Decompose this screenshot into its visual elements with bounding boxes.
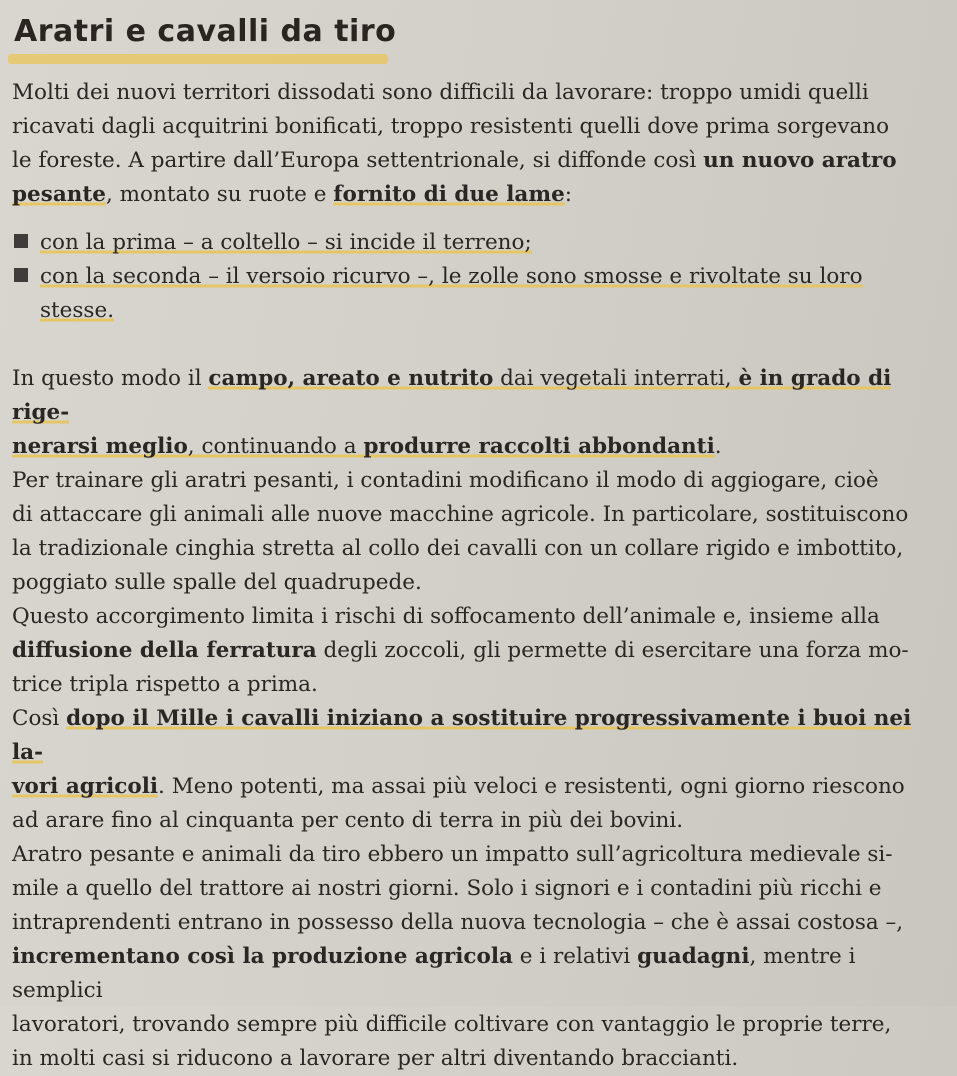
text: Così bbox=[12, 706, 67, 731]
text-line bbox=[12, 668, 942, 702]
bold-text: è in grado di rige- bbox=[12, 366, 892, 425]
text-line bbox=[12, 532, 942, 566]
intro-paragraph bbox=[12, 76, 942, 212]
intro-line bbox=[12, 144, 942, 178]
text: la tradizionale cinghia stretta al collo dei cavalli con un collare rigido e imbottito, bbox=[12, 536, 904, 561]
text-line bbox=[12, 940, 942, 1008]
bold-text: produrre raccolti abbondanti bbox=[363, 434, 715, 459]
bold-text: nerarsi meglio bbox=[12, 434, 188, 459]
intro-text: : bbox=[564, 182, 573, 207]
text: . Meno potenti, ma assai più veloci e resistenti, ogni giorno riescono bbox=[158, 774, 905, 799]
list-item bbox=[12, 260, 942, 294]
list-item-continuation bbox=[12, 294, 942, 328]
text-line bbox=[12, 770, 942, 804]
text: dai vegetali interrati, bbox=[493, 366, 739, 391]
intro-text: Molti dei nuovi territori dissodati sono difficili da lavorare: troppo umidi quelli bbox=[12, 80, 869, 105]
square-bullet-icon bbox=[14, 234, 28, 248]
text-line bbox=[12, 498, 942, 532]
intro-text: ricavati dagli acquitrini bonificati, troppo resistenti quelli dove prima sorgevano bbox=[12, 114, 890, 139]
text-line bbox=[12, 1008, 942, 1042]
text-line bbox=[12, 464, 942, 498]
intro-line bbox=[12, 110, 942, 144]
text-line bbox=[12, 872, 942, 906]
text: , mentre i semplici bbox=[12, 944, 856, 1003]
text: degli zoccoli, gli permette di esercitare una forza mo- bbox=[316, 638, 909, 663]
text-line bbox=[12, 906, 942, 940]
text: . bbox=[714, 434, 722, 459]
bullet-text: con la prima – a coltello – si incide il terreno; bbox=[40, 230, 532, 255]
text-line bbox=[12, 600, 942, 634]
text-line bbox=[12, 634, 942, 668]
text: ad arare fino al cinquanta per cento di terra in più dei bovini. bbox=[12, 808, 684, 833]
bullet-text: con la seconda – il versoio ricurvo –, le zolle sono smosse e rivoltate su loro bbox=[40, 264, 863, 289]
text: Questo accorgimento limita i rischi di soffocamento dell’animale e, insieme alla bbox=[12, 604, 880, 629]
text: mile a quello del trattore ai nostri giorni. Solo i signori e i contadini più ricchi e bbox=[12, 876, 882, 901]
text: In questo modo il bbox=[12, 366, 209, 391]
intro-line bbox=[12, 76, 942, 110]
bold-text: dopo il Mille i cavalli iniziano a sostituire progressivamente i buoi nei la- bbox=[12, 706, 912, 765]
text: poggiato sulle spalle del quadrupede. bbox=[12, 570, 422, 595]
bold-text: incrementano così la produzione agricola bbox=[12, 944, 513, 969]
text: trice tripla rispetto a prima. bbox=[12, 672, 318, 697]
text-line bbox=[12, 702, 942, 770]
text-line bbox=[12, 804, 942, 838]
text: lavoratori, trovando sempre più difficile coltivare con vantaggio le proprie terre, bbox=[12, 1012, 892, 1037]
bold-text: guadagni bbox=[637, 944, 750, 969]
body-text bbox=[12, 362, 942, 1076]
text-line bbox=[12, 1042, 942, 1076]
text: Aratro pesante e animali da tiro ebbero un impatto sull’agricoltura medievale si- bbox=[12, 842, 893, 867]
intro-bold-text: un nuovo aratro bbox=[703, 148, 897, 173]
text: e i relativi bbox=[512, 944, 638, 969]
list-item bbox=[12, 226, 942, 260]
intro-line bbox=[12, 178, 942, 212]
text: in molti casi si riducono a lavorare per altri diventando braccianti. bbox=[12, 1046, 739, 1071]
section-title: Aratri e cavalli da tiro bbox=[14, 14, 397, 49]
bold-text: campo, areato e nutrito bbox=[208, 366, 494, 391]
text: , continuando a bbox=[187, 434, 364, 459]
intro-text: , montato su ruote e bbox=[106, 182, 334, 207]
text-line bbox=[12, 362, 942, 430]
text-line bbox=[12, 430, 942, 464]
bullet-text: stesse. bbox=[40, 298, 115, 323]
intro-bold-text: fornito di due lame bbox=[333, 182, 565, 207]
bold-text: vori agricoli bbox=[12, 774, 159, 799]
square-bullet-icon bbox=[14, 268, 28, 282]
text: intraprendenti entrano in possesso della nuova tecnologia – che è assai costosa –, bbox=[12, 910, 904, 935]
intro-text: le foreste. A partire dall’Europa settentrionale, si diffonde così bbox=[12, 148, 704, 173]
intro-bold-text: pesante bbox=[12, 182, 106, 207]
title-highlight bbox=[8, 54, 388, 64]
text: Per trainare gli aratri pesanti, i contadini modificano il modo di aggiogare, cioè bbox=[12, 468, 879, 493]
text-line bbox=[12, 838, 942, 872]
bullet-list bbox=[12, 226, 942, 328]
text: di attaccare gli animali alle nuove macchine agricole. In particolare, sostituiscono bbox=[12, 502, 909, 527]
bold-text: diffusione della ferratura bbox=[12, 638, 317, 663]
text-line bbox=[12, 566, 942, 600]
